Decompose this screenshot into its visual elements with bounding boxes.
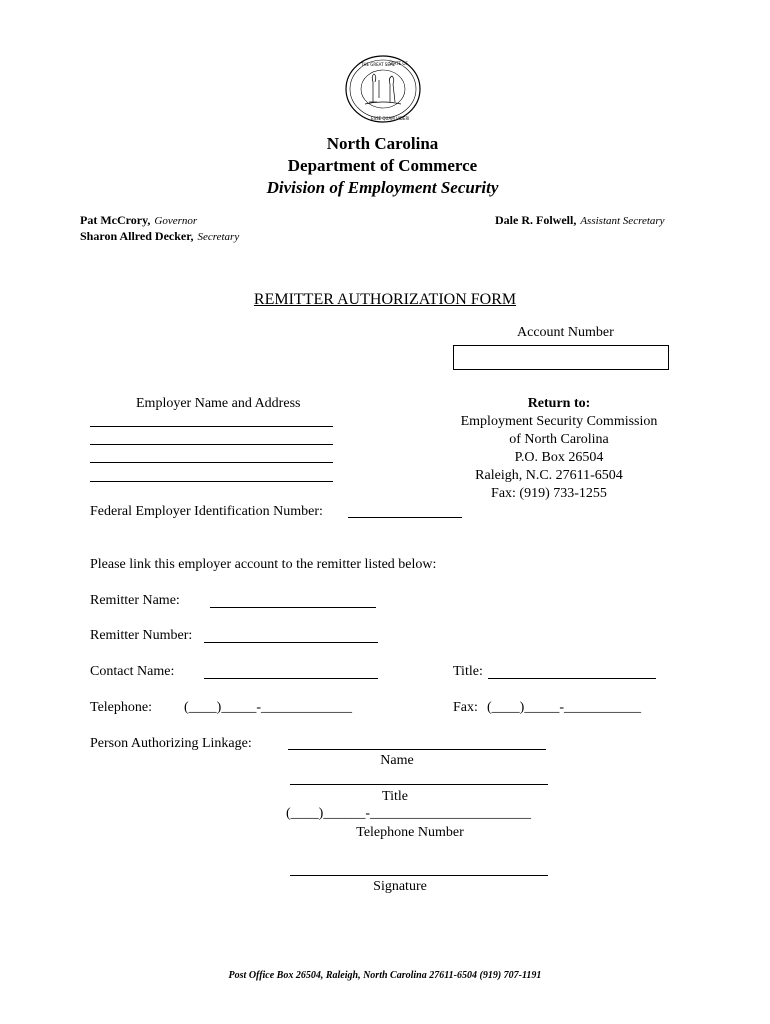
title-caption: Title <box>382 789 408 804</box>
employer-line-4[interactable] <box>90 481 333 482</box>
title-label: Title: <box>453 664 483 679</box>
employer-line-2[interactable] <box>90 444 333 445</box>
return-to-line: Raleigh, N.C. 27611-6504 <box>475 468 623 483</box>
contact-name-label: Contact Name: <box>90 664 175 679</box>
telephone-label: Telephone: <box>90 700 152 715</box>
telephone-number-caption: Telephone Number <box>356 825 464 840</box>
remitter-name-label: Remitter Name: <box>90 593 180 608</box>
return-to-line: of North Carolina <box>509 432 609 447</box>
assistant-secretary-name: Dale R. Folwell, <box>495 213 577 227</box>
person-authorizing-label: Person Authorizing Linkage: <box>90 736 252 751</box>
svg-text:THE GREAT SEAL: THE GREAT SEAL <box>361 62 395 67</box>
remitter-name-field[interactable] <box>210 607 376 608</box>
secretary-title: Secretary <box>197 231 240 243</box>
assistant-secretary-line <box>495 213 665 228</box>
title-field[interactable] <box>488 678 656 679</box>
authorizer-phone-field[interactable]: (____)______-_______________________ <box>286 806 531 821</box>
fax-label: Fax: <box>453 700 478 715</box>
governor-name: Pat McCrory, <box>80 213 151 227</box>
contact-name-field[interactable] <box>204 678 378 679</box>
employer-line-1[interactable] <box>90 426 333 427</box>
secretary-line <box>80 229 239 244</box>
account-number-box[interactable] <box>453 345 669 370</box>
name-caption: Name <box>380 753 414 768</box>
employer-label: Employer Name and Address <box>136 396 301 411</box>
division-name: Division of Employment Security <box>266 178 499 197</box>
remitter-number-field[interactable] <box>204 642 378 643</box>
governor-line <box>80 213 197 228</box>
svg-text:STATE OF: STATE OF <box>389 61 408 66</box>
return-to-line: Employment Security Commission <box>460 414 658 429</box>
form-title: REMITTER AUTHORIZATION FORM <box>253 291 517 308</box>
return-to-heading: Return to: <box>527 396 591 411</box>
signature-field[interactable] <box>290 875 548 876</box>
telephone-field[interactable]: (____)_____-_____________ <box>184 700 352 715</box>
assistant-secretary-title: Assistant Secretary <box>580 215 665 227</box>
return-to-line: Fax: (919) 733-1255 <box>491 486 607 501</box>
return-to-line: P.O. Box 26504 <box>514 450 604 465</box>
authorizer-title-field[interactable] <box>290 784 548 785</box>
fein-field[interactable] <box>348 517 462 518</box>
secretary-name: Sharon Allred Decker, <box>80 229 194 243</box>
fein-label: Federal Employer Identification Number: <box>90 504 323 519</box>
state-name: North Carolina <box>326 134 439 153</box>
link-instruction: Please link this employer account to the remitter listed below: <box>90 557 437 572</box>
footer-address: Post Office Box 26504, Raleigh, North Carolina 27611-6504 (919) 707-1191 <box>228 970 542 981</box>
fax-field[interactable]: (____)_____-___________ <box>487 700 641 715</box>
employer-line-3[interactable] <box>90 462 333 463</box>
remitter-number-label: Remitter Number: <box>90 628 193 643</box>
governor-title: Governor <box>154 215 198 227</box>
authorizer-name-field[interactable] <box>288 749 546 750</box>
department-name: Department of Commerce <box>287 156 478 175</box>
svg-text:ESSE QUAM VIDERI: ESSE QUAM VIDERI <box>371 116 410 121</box>
state-seal-logo <box>343 54 423 124</box>
signature-caption: Signature <box>373 879 427 894</box>
account-number-label: Account Number <box>517 325 614 340</box>
